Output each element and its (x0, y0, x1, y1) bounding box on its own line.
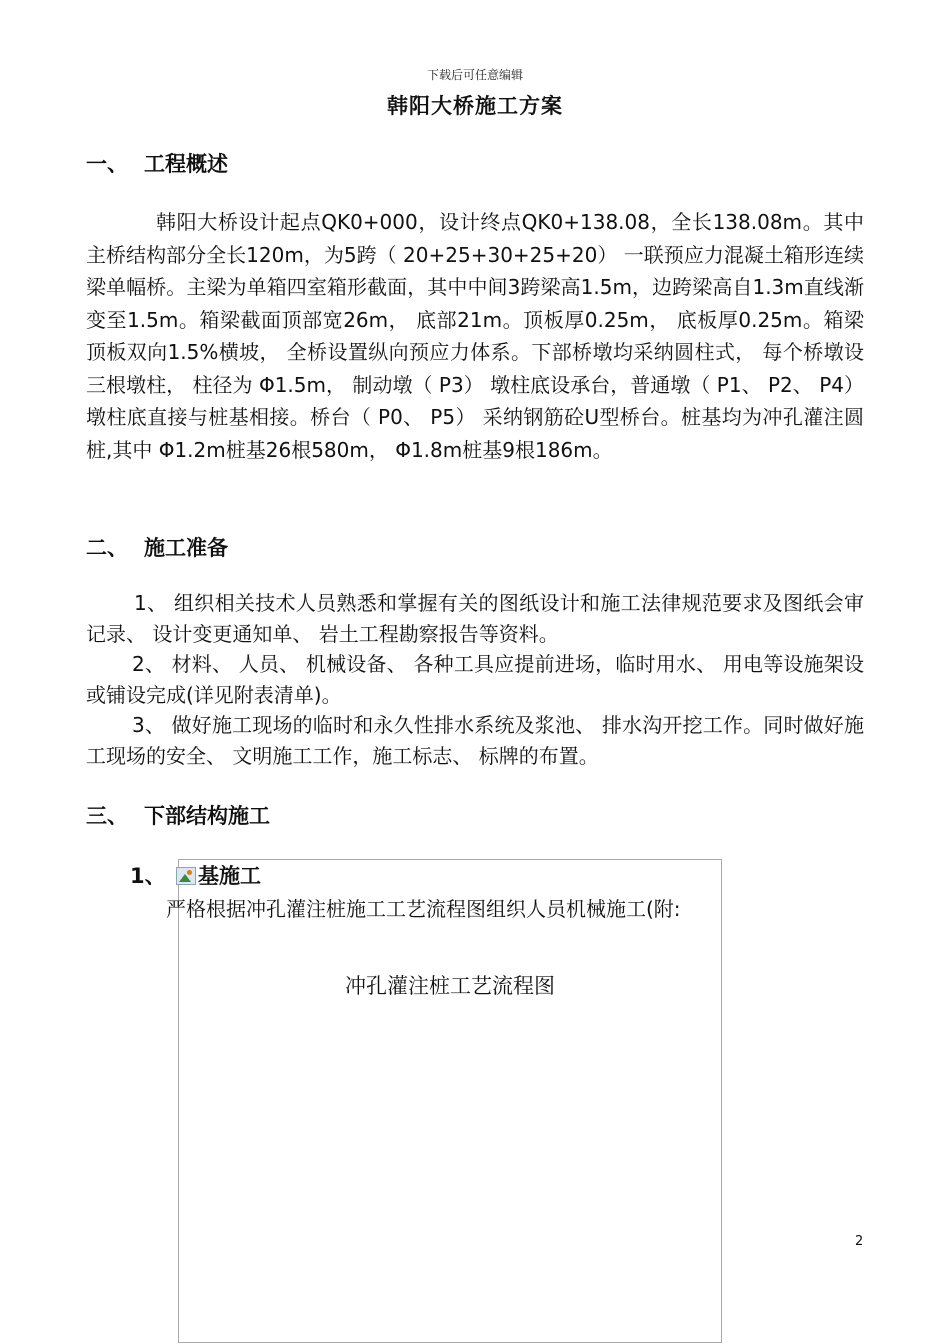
section-2-heading (86, 532, 228, 562)
subsection-1-title: 基施工 (198, 864, 261, 888)
prep-item-1: 1、 组织相关技术人员熟悉和掌握有关的图纸设计和施工法律规范要求及图纸会审记录、 设计变更通知单、 岩土工程勘察报告等资料。 (86, 591, 864, 646)
section-1-title: 工程概述 (144, 152, 228, 176)
prep-item-3: 3、 做好施工现场的临时和永久性排水系统及浆池、 排水沟开挖工作。同时做好施工现场的安全、 文明施工工作，施工标志、 标牌的布置。 (86, 713, 864, 768)
section-1-body (86, 206, 864, 466)
document-title: 韩阳大桥施工方案 (387, 94, 563, 118)
section-3-heading (86, 800, 270, 830)
section-2-title: 施工准备 (144, 536, 228, 560)
section-2-number: 二、 (86, 536, 128, 560)
section-1-heading (86, 148, 228, 178)
subsection-1-text: 严格根据冲孔灌注桩施工工艺流程图组织人员机械施工(附: (166, 897, 681, 921)
subsection-1-heading (130, 860, 261, 890)
section-2-list (86, 588, 864, 771)
image-placeholder-icon (176, 867, 196, 885)
prep-item-2: 2、 材料、 人员、 机械设备、 各种工具应提前进场，临时用水、 用电等设施架设或铺设完成(详见附表清单)。 (86, 652, 864, 707)
flowchart-title: 冲孔灌注桩工艺流程图 (345, 974, 555, 998)
header-note: 下载后可任意编辑 (426, 68, 523, 82)
page-number: 2 (855, 1234, 864, 1249)
subsection-1-number: 1、 (130, 864, 166, 888)
section-3-number: 三、 (86, 804, 128, 828)
section-1-number: 一、 (86, 152, 128, 176)
flowchart-frame (178, 859, 722, 1343)
section-1-paragraph: 韩阳大桥设计起点QK0+000，设计终点QK0+138.08，全长138.08m。其中主桥结构部分全长120m，为5跨（ 20+25+30+25+20） 一联预应力混凝土箱形连续梁单幅桥。主梁为单箱四室箱形截面，其中中间3跨梁高1.5m，边跨梁高自1.3m直线渐变至1.5m。箱梁截面顶部宽26m， 底部21m。顶板厚0.25m， 底板厚0.25m。箱梁顶板双向1.5%横坡， 全桥设置纵向预应力体系。下部桥墩均采纳圆柱式， 每个桥墩设三根墩柱， 柱径为 Φ1.5m， 制动墩（ P3） 墩柱底设承台，普通墩（ P1、 P2、 P4） 墩柱底直接与桩基相接。桥台（ P0、 P5） 采纳钢筋砼U型桥台。桩基均为冲孔灌注圆桩,其中 Φ1.2m桩基26根580m， Φ1.8m桩基9根186m。 (86, 210, 864, 462)
section-3-title: 下部结构施工 (144, 804, 270, 828)
